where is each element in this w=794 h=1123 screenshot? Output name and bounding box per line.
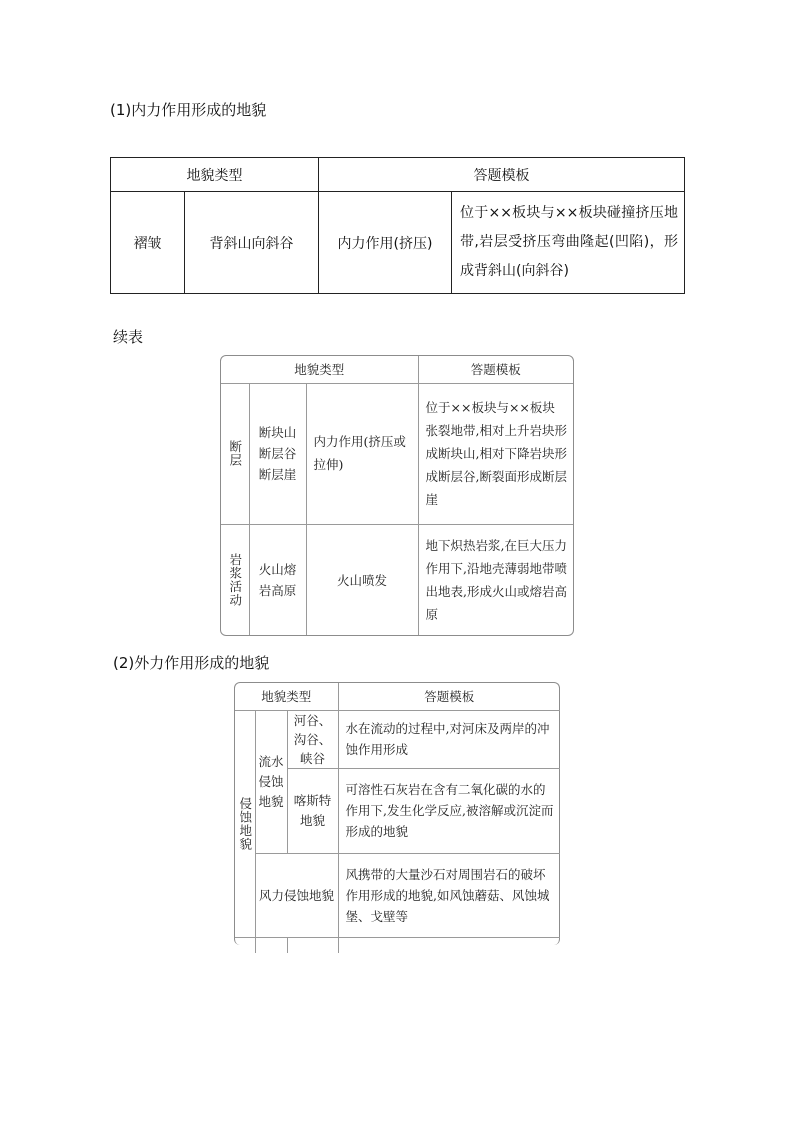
template-cell: 可溶性石灰岩在含有二氧化碳的水的作用下,发生化学反应,被溶解或沉淀而形成的地貌 — [338, 768, 560, 853]
force-cell: 内力作用(挤压) — [319, 192, 452, 294]
cut-off-cell — [235, 937, 255, 953]
header-answer-template: 答题模板 — [319, 158, 685, 192]
landform-cell: 风力侵蚀地貌 — [255, 853, 338, 937]
cut-off-cell — [287, 937, 338, 953]
cut-off-cell — [338, 937, 560, 953]
header-landform-type: 地貌类型 — [111, 158, 319, 192]
erosion-landform-group: 侵蚀地貌 — [235, 710, 255, 937]
landform-type-cell: 岩浆活动 — [221, 524, 249, 635]
header-answer-template: 答题模板 — [338, 683, 560, 710]
template-cell: 位于××板块与××板块碰撞挤压地带,岩层受挤压弯曲隆起(凹陷)，形成背斜山(向斜谷) — [452, 192, 685, 294]
landform-cell: 河谷、沟谷、峡谷 — [287, 710, 338, 768]
template-cell: 位于××板块与××板块张裂地带,相对上升岩块形成断块山,相对下降岩块形成断层谷,断裂面形成断层崖 — [418, 383, 573, 524]
header-landform-type: 地貌类型 — [221, 356, 418, 383]
endogenic-landform-table-continued — [221, 356, 573, 635]
continued-label: 续表 — [113, 328, 144, 346]
landform-cell: 背斜山向斜谷 — [185, 192, 319, 294]
landform-type-cell: 断层 — [221, 383, 249, 524]
template-cell: 地下炽热岩浆,在巨大压力作用下,沿地壳薄弱地带喷出地表,形成火山或熔岩高原 — [418, 524, 573, 635]
force-cell: 火山喷发 — [306, 524, 418, 635]
header-answer-template: 答题模板 — [418, 356, 573, 383]
landform-cell: 喀斯特地貌 — [287, 768, 338, 853]
cut-off-cell — [255, 937, 287, 953]
exogenic-landform-table — [235, 683, 560, 953]
fluvial-erosion-subgroup: 流水侵蚀地貌 — [255, 710, 287, 853]
header-landform-type: 地貌类型 — [235, 683, 338, 710]
landform-cell: 火山熔岩高原 — [249, 524, 306, 635]
section2-heading: (2)外力作用形成的地貌 — [113, 654, 270, 672]
landform-type-cell: 褶皱 — [111, 192, 185, 294]
template-cell: 风携带的大量沙石对周围岩石的破坏作用形成的地貌,如风蚀蘑菇、风蚀城堡、戈壁等 — [338, 853, 560, 937]
endogenic-landform-table — [110, 157, 685, 294]
template-cell: 水在流动的过程中,对河床及两岸的冲蚀作用形成 — [338, 710, 560, 768]
section1-heading: (1)内力作用形成的地貌 — [110, 101, 267, 119]
landform-cell: 断块山 断层谷 断层崖 — [249, 383, 306, 524]
force-cell: 内力作用(挤压或拉伸) — [306, 383, 418, 524]
